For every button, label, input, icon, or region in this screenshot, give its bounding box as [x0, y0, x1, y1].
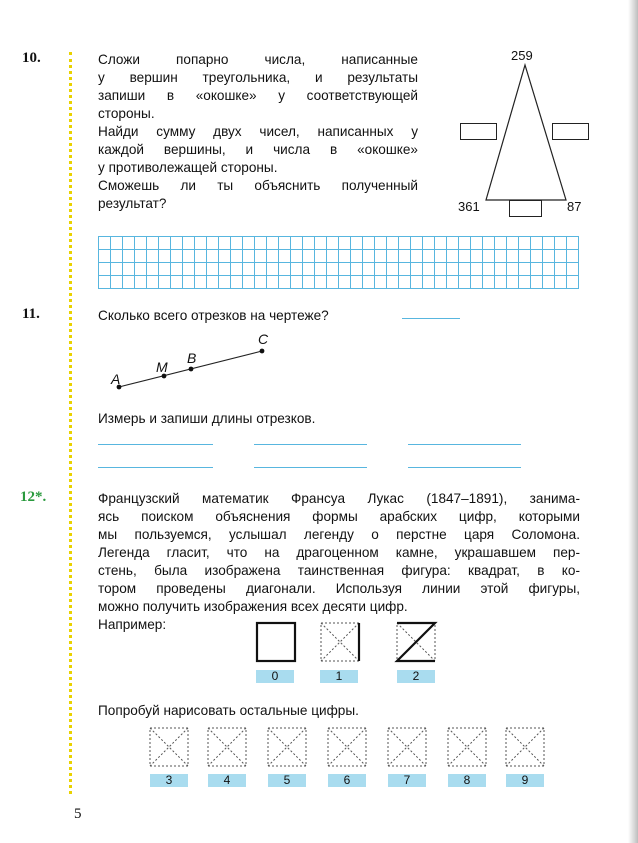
- example-label-2: 2: [397, 670, 435, 683]
- point-b: [189, 367, 194, 372]
- practice-square-5[interactable]: [268, 728, 306, 766]
- answer-line[interactable]: [408, 467, 521, 468]
- task-10-line: стороны.: [98, 106, 155, 121]
- digit-label-5: 5: [268, 774, 306, 787]
- practice-square-9[interactable]: [506, 728, 544, 766]
- answer-line[interactable]: [98, 467, 213, 468]
- task-12-text: [98, 490, 580, 634]
- answer-line[interactable]: [254, 467, 367, 468]
- answer-box-right-side[interactable]: [552, 123, 589, 140]
- task-11-question: Сколько всего отрезков на чертеже?: [98, 308, 329, 323]
- task-10-text: [98, 51, 418, 213]
- example-label-1: 1: [320, 670, 358, 683]
- digit-label-3: 3: [150, 774, 188, 787]
- task-10-line: Найди сумму двух чисел, написанных у: [98, 124, 418, 139]
- example-digit-figures: [250, 620, 440, 670]
- digit-label-6: 6: [328, 774, 366, 787]
- answer-line[interactable]: [98, 444, 213, 445]
- digit-label-9: 9: [506, 774, 544, 787]
- practice-square-3[interactable]: [150, 728, 188, 766]
- digit-label-8: 8: [448, 774, 486, 787]
- task-10-line: запиши в «окошке» у соответствующей: [98, 88, 418, 103]
- practice-square-8[interactable]: [448, 728, 486, 766]
- point-a-label: A: [111, 371, 121, 387]
- digit-0-figure: [257, 623, 295, 661]
- task-11-measure-text: Измерь и запиши длины отрезков.: [98, 411, 316, 426]
- page-edge-shadow: [628, 0, 638, 843]
- task-12-line: Французский математик Франсуа Лукас (1847–1891), занима-: [98, 491, 580, 506]
- task-12-line: Легенда гласит, что на драгоценном камне, украшавшем пер-: [98, 545, 580, 560]
- vertex-right-value: 87: [567, 199, 582, 214]
- task-10-line: Сможешь ли ты объяснить полученный: [98, 178, 418, 193]
- answer-line[interactable]: [408, 444, 521, 445]
- digit-label-7: 7: [388, 774, 426, 787]
- practice-squares[interactable]: [148, 725, 548, 775]
- example-label-0: 0: [256, 670, 294, 683]
- task-10-line: каждой вершины, и числа в «окошке»: [98, 142, 418, 157]
- task-10-number: 10.: [22, 50, 41, 66]
- point-b-label: B: [187, 350, 197, 366]
- task-10-line: у вершин треугольника, и результаты: [98, 70, 418, 85]
- point-c-label: C: [258, 331, 269, 347]
- task-12-example-label: Например:: [98, 617, 167, 632]
- task-10-line: у противолежащей стороны.: [98, 160, 278, 175]
- practice-square-7[interactable]: [388, 728, 426, 766]
- task-12-line: ясь поиском объяснения формы арабских цифр, которыми: [98, 509, 580, 524]
- writing-grid[interactable]: [98, 236, 579, 289]
- task-10-line: результат?: [98, 196, 167, 211]
- point-m-label: M: [156, 359, 168, 375]
- task-12-line: тором проведены диагонали. Используя линии этой фигуры,: [98, 581, 580, 596]
- practice-square-6[interactable]: [328, 728, 366, 766]
- answer-line-count[interactable]: [402, 318, 460, 319]
- answer-box-left-side[interactable]: [460, 123, 497, 140]
- digit-label-4: 4: [208, 774, 246, 787]
- practice-square-4[interactable]: [208, 728, 246, 766]
- margin-dotted-line: [69, 52, 72, 794]
- point-c: [260, 349, 265, 354]
- task-12-line: мы пользуемся, услышал легенду о перстне царя Соломона.: [98, 527, 580, 542]
- task-12-try-text: Попробуй нарисовать остальные цифры.: [98, 703, 359, 718]
- answer-line[interactable]: [254, 444, 367, 445]
- vertex-top-value: 259: [511, 48, 533, 63]
- vertex-left-value: 361: [458, 199, 480, 214]
- task-12-number: 12*.: [20, 489, 47, 505]
- task-10-line: Сложи попарно числа, написанные: [98, 52, 418, 67]
- answer-box-bottom-side[interactable]: [509, 200, 542, 217]
- task-12-line: можно получить изображения всех десяти цифр.: [98, 599, 408, 614]
- page-number: 5: [74, 806, 82, 822]
- task-12-line: стень, была изображена таинственная фигура: квадрат, в ко-: [98, 563, 580, 578]
- task-11-number: 11.: [22, 306, 40, 322]
